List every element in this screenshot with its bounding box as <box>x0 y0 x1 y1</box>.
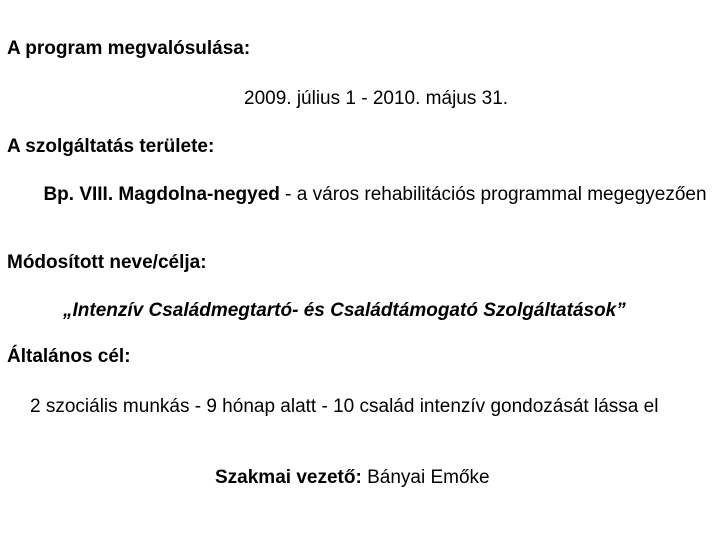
modified-name-value: „Intenzív Családmegtartó- és Családtámogató Szolgáltatások” <box>63 300 626 321</box>
modified-name-heading: Módosított neve/célja: <box>7 252 207 273</box>
program-dates: 2009. július 1 - 2010. május 31. <box>244 88 509 109</box>
service-area-description <box>30 184 720 205</box>
service-area-note: - a város rehabilitációs programmal megegyezően <box>279 184 707 205</box>
service-area-heading: A szolgáltatás területe: <box>7 136 215 157</box>
service-area-place: Bp. VIII. Magdolna-negyed <box>43 184 280 205</box>
leader-name: Bányai Emőke <box>361 467 490 488</box>
program-heading: A program megvalósulása: <box>7 38 251 59</box>
general-goal-value: 2 szociális munkás - 9 hónap alatt - 10 család intenzív gondozását lássa el <box>30 396 659 417</box>
leader-label: Szakmai vezető: <box>215 467 362 488</box>
leader-line <box>215 467 490 489</box>
general-goal-heading: Általános cél: <box>7 346 131 367</box>
